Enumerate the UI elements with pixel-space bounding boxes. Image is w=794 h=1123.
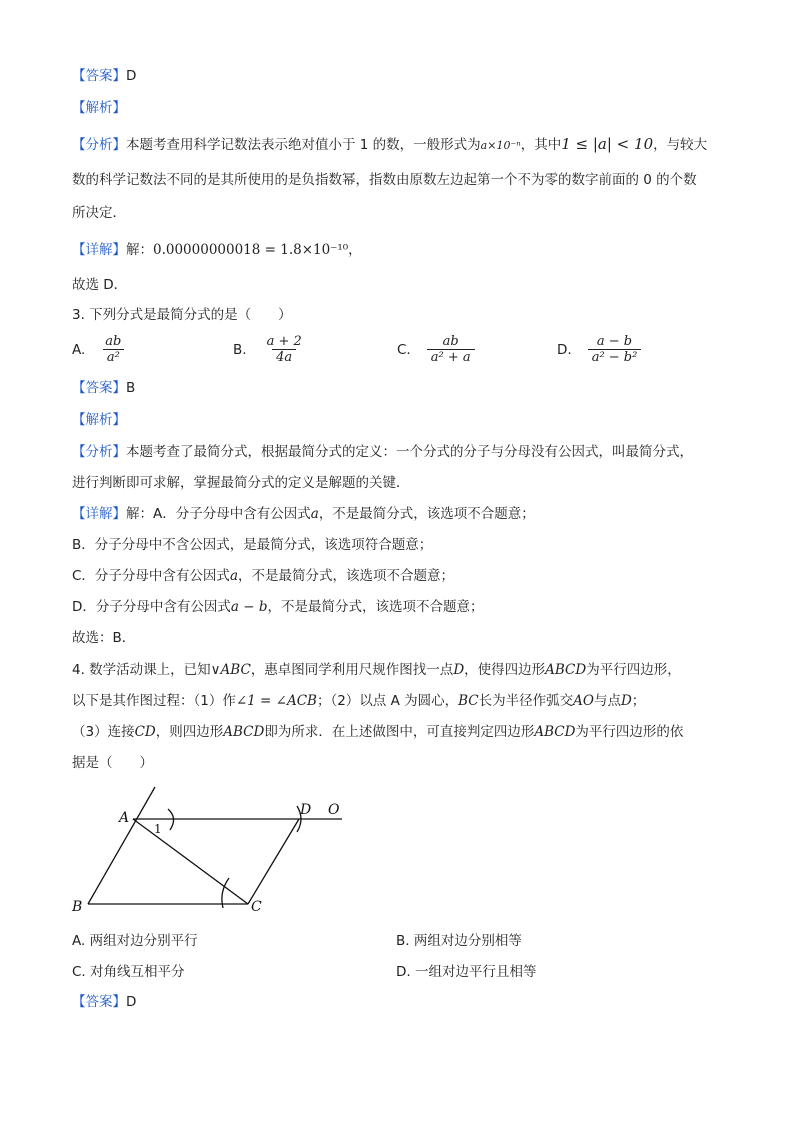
math-var: ABCD [534,724,576,740]
option-text: 两组对边分别平行 [89,933,198,949]
label-d: D [300,802,312,818]
segment-ac [133,819,248,904]
parallelogram-figure [64,782,364,922]
math-var: D [453,662,465,678]
formula: 1 ≤ |a| < 10 [561,135,654,153]
option-label: D. [557,341,572,358]
q4-stem-line2 [72,691,645,711]
math-var: D [620,693,632,709]
stem-text: 为平行四边形的依 [575,724,684,740]
stem-text: ，则四边形 [155,724,224,740]
formula: a×10⁻ⁿ [480,139,521,152]
math-var: a [229,568,238,584]
label-c: C [251,899,262,915]
q4-stem-line4: 据是（ ） [72,755,153,771]
detail-text: ，不是最简分式，该选项不合题意； [238,568,454,584]
q2-fenxi-line3: 所决定． [72,205,126,221]
answer-label: 【答案】 [72,68,126,84]
numerator: a − b [596,334,633,349]
q3-detail-d [72,597,484,617]
q4-option-d [396,962,536,982]
detail-text: 解：A．分子分母中含有公因式 [126,506,311,522]
stem-text: 以下是其作图过程：（1）作 [72,693,236,709]
q3-answer [72,378,135,398]
q3-fenxi-line1 [72,442,693,462]
answer-value: D [126,68,137,84]
numerator: ab [442,334,459,349]
detail-text: D．分子分母中含有公因式 [72,599,231,615]
fenxi-text: ，其中 [520,137,562,153]
stem-text: 即为所求．在上述做图中，可直接判定四边形 [264,724,535,740]
q3-detail-c [72,566,454,586]
q2-conclusion: 故选 D． [72,277,128,293]
stem-text: ； [631,693,646,709]
option-label: D. [396,964,411,980]
math-var: CD [134,724,156,740]
option-label: C. [72,964,86,980]
math-var: ABCD [545,662,587,678]
math-var: AO [573,693,594,709]
q3-conclusion: 故选：B． [72,630,136,646]
q3-option-b [233,334,308,365]
stem-text: 为平行四边形， [586,662,681,678]
xiangjie-text: ， [348,242,362,258]
q3-detail-a [72,504,535,524]
math-var: ∠1 = ∠ACB [235,693,317,709]
q2-answer [72,66,136,86]
q3-option-d [557,334,643,365]
detail-text: C．分子分母中含有公因式 [72,568,230,584]
segment-cd [248,819,299,904]
stem-text: 长为半径作弧交 [478,693,574,709]
option-label: C. [397,341,411,358]
q3-stem: 3. 下列分式是最简分式的是（ ） [72,307,292,323]
q4-answer [72,992,136,1012]
stem-text: ，惠卓图同学利用尺规作图找一点 [250,662,454,678]
analysis-heading: 【解析】 [72,100,126,116]
q4-stem-line3 [72,722,683,742]
stem-text: 与点 [593,693,621,709]
formula: 0.00000000018 = 1.8×10⁻¹⁰ [153,242,349,258]
option-label: A. [72,933,86,949]
q2-xiangjie [72,240,362,260]
q2-fenxi-line1 [72,134,707,156]
stem-text: （3）连接 [72,724,135,740]
fraction [588,334,642,365]
fenxi-text: ，与较大 [653,137,708,153]
fenxi-text: 本题考查了最简分式，根据最简分式的定义：一个分式的分子与分母没有公因式，叫最简分式， [126,444,693,460]
fraction [427,334,475,365]
fraction [101,334,125,365]
q3-fenxi-line2: 进行判断即可求解，掌握最简分式的定义是解题的关键． [72,475,410,491]
fenxi-label: 【分析】 [72,137,126,153]
stem-text: ；（2）以点 A 为圆心， [316,693,459,709]
stem-text: ，使得四边形 [464,662,546,678]
fenxi-label: 【分析】 [72,444,126,460]
detail-text: ，不是最简分式，该选项不合题意； [318,506,535,522]
math-var: ABCD [223,724,265,740]
q4-stem-line1 [72,660,681,680]
detail-text: ，不是最简分式，该选项不合题意； [267,599,484,615]
math-var: a [310,506,319,522]
q3-option-c [397,334,477,365]
denominator: a² − b² [588,349,642,365]
q2-fenxi-line2: 数的科学记数法不同的是其所使用的是负指数幂，指数由原数左边起第一个不为零的数字前面的 0 的个数 [72,172,697,188]
answer-value: D [126,994,137,1010]
label-b: B [72,899,83,915]
q4-option-c [72,962,185,982]
option-text: 两组对边分别相等 [413,933,522,949]
denominator: a² + a [427,349,475,365]
numerator: a + 2 [266,334,302,349]
answer-label: 【答案】 [72,380,126,396]
analysis-heading: 【解析】 [72,412,126,428]
option-label: B. [396,933,410,949]
xiangjie-text: 解： [126,242,153,258]
xiangjie-label: 【详解】 [72,506,126,522]
answer-value: B [126,380,136,396]
label-a: A [119,810,130,826]
segment-ab-extended [88,787,155,904]
q2-analysis-heading [72,98,126,118]
label-o: O [328,802,340,818]
q3-detail-b: B．分子分母中不含公因式，是最简分式，该选项符合题意； [72,537,433,553]
math-var: a − b [230,599,268,615]
q4-option-a [72,931,198,951]
denominator: 4a [272,349,296,365]
q3-analysis-heading [72,410,126,430]
label-one: 1 [154,822,162,836]
option-label: B. [233,341,247,358]
stem-text: 4. 数学活动课上，已知 [72,662,211,678]
option-label: A. [72,341,86,358]
q3-option-a [72,334,127,365]
numerator: ab [105,334,122,349]
answer-label: 【答案】 [72,994,126,1010]
option-text: 对角线互相平分 [90,964,185,980]
fenxi-text: 本题考查用科学记数法表示绝对值小于 1 的数，一般形式为 [126,137,481,153]
q4-option-b [396,931,522,951]
math-var: ∨ABC [210,662,251,678]
xiangjie-label: 【详解】 [72,242,126,258]
denominator: a² [103,349,124,365]
fraction [263,334,306,365]
math-var: BC [458,693,479,709]
option-text: 一组对边平行且相等 [414,964,537,980]
